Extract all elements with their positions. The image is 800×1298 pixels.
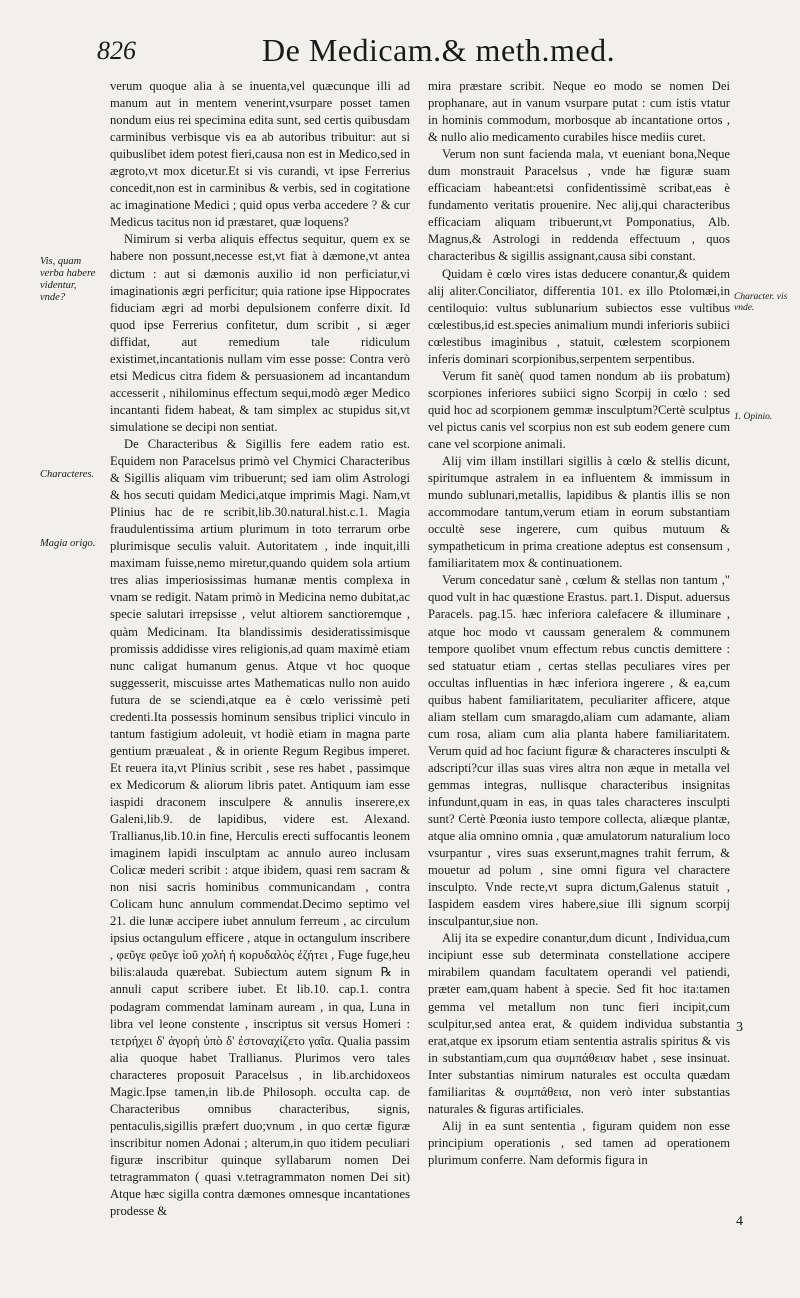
paragraph: Alij vim illam instillari sigillis à cœlo & stellis dicunt, spiritumque astralem in ea influentem & immissum in mundo sublunari,metallis, lapidibus & plantis illis se non accommodare tantum,verum etiam in eorum substantiam occultè sese ingerere, cum quibus mutuum & sympatheticum in prima creatione adeptus est consensum , familiaritatem mox & continuationem. bbox=[428, 454, 730, 571]
margin-note-magia-origo: Magia origo. bbox=[40, 538, 96, 549]
left-text-column bbox=[110, 78, 410, 1220]
margin-note-characteres: Characteres. bbox=[40, 469, 95, 480]
margin-note-character-vis: Character. vis vnde. bbox=[734, 292, 788, 313]
paragraph: Nimirum si verba aliquis effectus sequitur, quem ex se habere non possunt,necesse est,vt fiat à dæmone,vt antea dictum : aut si dæmonis auxilio id non perficiatur,vi imaginationis ægri perficitur; quia ratione ipse Hippocrates fiduciam ægri ad morbi depulsionem conferre dixit. Id quod ipse Ferrerius confitetur, dum scribit , si æger diffidat, aut remedium tale ridiculum existimet,incantationis nullam vim esse posse: Contra verò etsi Medicus citra fidem & persuasionem ad incantandum accesserit , nihilominus effectum sequi,modò æger Medico incantanti fidem habeat, & tam simplex ac stupidus sit,vt simulatione se decipi non sentiat. bbox=[110, 232, 410, 434]
paragraph: Alij in ea sunt sententia , figuram quidem non esse principium operationis , sed tamen ad operationem plurimum conferre. Nam deformis figura in bbox=[428, 1118, 730, 1167]
paragraph: Verum fit sanè( quod tamen nondum ab iis probatum) scorpiones inferiores subiici signo Scorpij in cœlo : sed quid hoc ad scorpionem gemmæ insculptum?Certè sculptus vel pictus canis vel scorpius non est sub eodem genere cum cane vel scorpione animali. bbox=[428, 368, 730, 451]
margin-note-opinio-1: 1. Opinio. bbox=[734, 412, 773, 422]
margin-note-4: 4 bbox=[736, 1214, 743, 1229]
paragraph: mira præstare scribit. Neque eo modo se nomen Dei prophanare, aut in vanum vsurpare putat : cum istis vtatur in hominis commodum, morbosque ab incantatione ortos , & nullo alio medicamento curabiles hisce mediis curet. bbox=[428, 79, 730, 145]
paragraph: Verum non sunt facienda mala, vt eueniant bona,Neque dum monstrauit Paracelsus , vnde hæ figuræ suam efficaciam habeant:etsi confidentissimè scribat,eas è fundamento veritatis prouenire. Nec alij,qui characteribus efficaciam aliquam tribuerunt,vt Pomponatius, Alb. Magnus,& Astrologi in reddenda effectuum , quos characteribus & sigillis assignant,causa sibi constant. bbox=[428, 147, 730, 264]
paragraph: De Characteribus & Sigillis fere eadem ratio est. Equidem non Paracelsus primò vel Chymici Characteribus & Sigillis aliquam vim tribuerunt; sed iam olim Astrologi & hos secuti quidam Medici,atque imprimis Magi. Nam,vt Plinius hac de re scribit,lib.30.natural.hist.c.1. Magia fraudulentissima artium plurimum in toto terrarum orbe plurimisque seculis valuit. Autoritatem , inde inquit,illi maximam fuisse,nemo miretur,quando quidem sola artium tres alias imperiosissimas humanæ mentis complexa in vnam se redigit. Natam primò in Medicina nemo dubitat,ac specie salutari irrepsisse , velut altiorem sanctioremque , quàm Medicinam. Ita blandissimis desideratissimisque promissis addidisse vires religionis,ad quam maximè etiam nunc caligat humanum genus. Atque vt hoc quoque suggesserit, miscuisse artes Mathematicas nullo non auido futura de se sciendi,atque ea è cœlo verissimè peti credenti.Ita possessis hominum sensibus triplici vinculo in tantum fastigium adoleuit, vt hodiè etiam in magna parte gentium præualeat , & in oriente Regum Regibus imperet. Et reuera ita,vt Plinius scribit , sese res habet , passimque ex Medicorum & aliorum libris patet. Antiquum iam esse iaspidi draconem insculpere & annulis inserere,ex Galeni,lib.9. de lapidibus, videre est. Alexand. Trallianus,lib.10.in fine, Herculis erecti suffocantis leonem imaginem lapidi insculptam ac annulo aureo inclusam Colicæ mederi scribit : atque ibidem, quasi rem sacram & non nisi sacris hominibus communicandam , contra Colicam hunc annulum commendat.Decimo septimo vel 21. die lunæ accipere iubet annulum ferreum , ac circulum ipsius octangulum efficere , atque in octangulum inscribere , φεῦγε φεῦγε ἰοῦ χολὴ ἡ κορυδαλὸς ἐζήτει , Fuge fuge,heu bilis:alauda quærebat. Subiectum autem signum ℞ in annuli caput scribere iubet. Et lib.10. cap.1. contra podagram commendat laminam auream , in qua, Luna in libra vel leone constente , inscriptus sit versus Homeri : τετρήχει δ' ἀγορὴ ὑπὸ δ' ἐστοναχίζετο γαῖα. Qualia passim alia quoque habet Trallianus. Plurimos vero tales characteres proposuit Paracelsus , in lib.archidoxeos Magic.Ipse tamen,in lib.de Philosoph. occulta cap. de Characteribus omnibus characteribus, signis, pentaculis,sigillis præfert duo;vnum , in quo certæ figuræ inscribitur nomen Adonai ; alterum,in quo itidem peculiari figuræ inscribitur quinque syllabarum nomen Dei tetragrammaton ( quasi v.tetragrammaton nomen Dei sit) Atque hæc sigilla contra dæmones omnesque incantationes prodesse & bbox=[110, 436, 410, 1219]
paragraph: Quidam è cœlo vires istas deducere conantur,& quidem alij aliter.Conciliator, differentia 101. ex illo Ptolomæi,in centiloquio: vultus sublunarium subiectos esse vultibus cœlestibus,id est.species animalium mundi inferioris subiici cœlestibus imaginibus , statuit, cœlestem scorpionem inferis dominari scorpionibus,serpentem serpentibus. bbox=[428, 266, 730, 366]
paragraph: verum quoque alia à se inuenta,vel quæcunque illi ad manum aut in mentem venerint,vsurpare posset tamen nondum eius rei specimina edita sunt, sed certis quibusdam carminibus verbisque vis ea ab autoribus tribuitur: aut si quibuslibet idem potest fieri,causa non est in Medico,sed in ægroto,vt mox dicetur.Et si vis curandi, vt ipse Ferrerius concedit,non est in carminibus & verbis, sed in cogitatione ac imaginatione Medici ; quid opus verba accedere ? & cur Medicus tacitus non id præstaret, quæ loquens? bbox=[110, 79, 410, 230]
running-title: De Medicam.& meth.med. bbox=[262, 32, 616, 68]
margin-note-3: 3 bbox=[736, 1020, 743, 1035]
right-text-column bbox=[428, 78, 730, 1169]
margin-note-vis-verborum: Vis, quam verba habere videntur, vnde? bbox=[40, 256, 96, 303]
paragraph: Verum concedatur sanè , cœlum & stellas non tantum ," quod vult in hac quæstione Erastus. part.1. Disput. aduersus Paracels. pag.15. hæc inferiora calefacere & illuminare , atque hoc modo vt caussam generalem & communem tempore quolibet vnum effectum rebus cunctis demittere : sed statuatur etiam , certas stellas peculiares vires per occultas influentias in hæc inferiora ingerere , & ea,cum quibus habent familiaritatem, peculiariter afficere, atque aliam stellam cum smaragdo,aliam cum adamante, aliam cum rosa, aliam cum alia planta habere familiaritatem. Verum quid ad hoc faciunt figuræ & characteres insculpti & adscripti?cur illas suas vires altra non æque in metalla vel gemmas integras, nullisque characteribus insignitas infundunt,quam in eas, in quas tales characteres insculpti sunt? Certè Pœonia iusto tempore collecta, aliæque plantæ, atque alia omnino omnia , quæ amulatorum naturalium loco vsurpantur , vires suas exserunt,magnes trahit ferrum, & mouetur ad polum , sine omni figura vel charactere insculpto. Vnde recte,vt supra dictum,Galenus statuit , Iaspidem easdem vires habere,siue illi signum scorpij insculpantur,siue non. bbox=[428, 573, 730, 929]
paragraph: Alij ita se expedire conantur,dum dicunt , Individua,cum incipiunt esse sub determinata constellatione accipere mirabilem quandam facultatem operandi vel patiendi, præter eam,quam habent à specie. Sed fit hoc ita:tamen gemma vel metallum non tunc fieri incipit,cum sculpitur,sed antea erat, & quidem individua substantia erat,atque ex ipsorum etiam sententia astralis spiritus & vis in substantiam,cum qua συμπάθειαν habet , sese insinuat. Inter substantias nimirum naturales est occulta quædam familiaritas & συμπάθεια, non verò inter substantias naturales & figuras artificiales. bbox=[428, 931, 730, 1116]
page-number: 826 bbox=[97, 36, 136, 65]
